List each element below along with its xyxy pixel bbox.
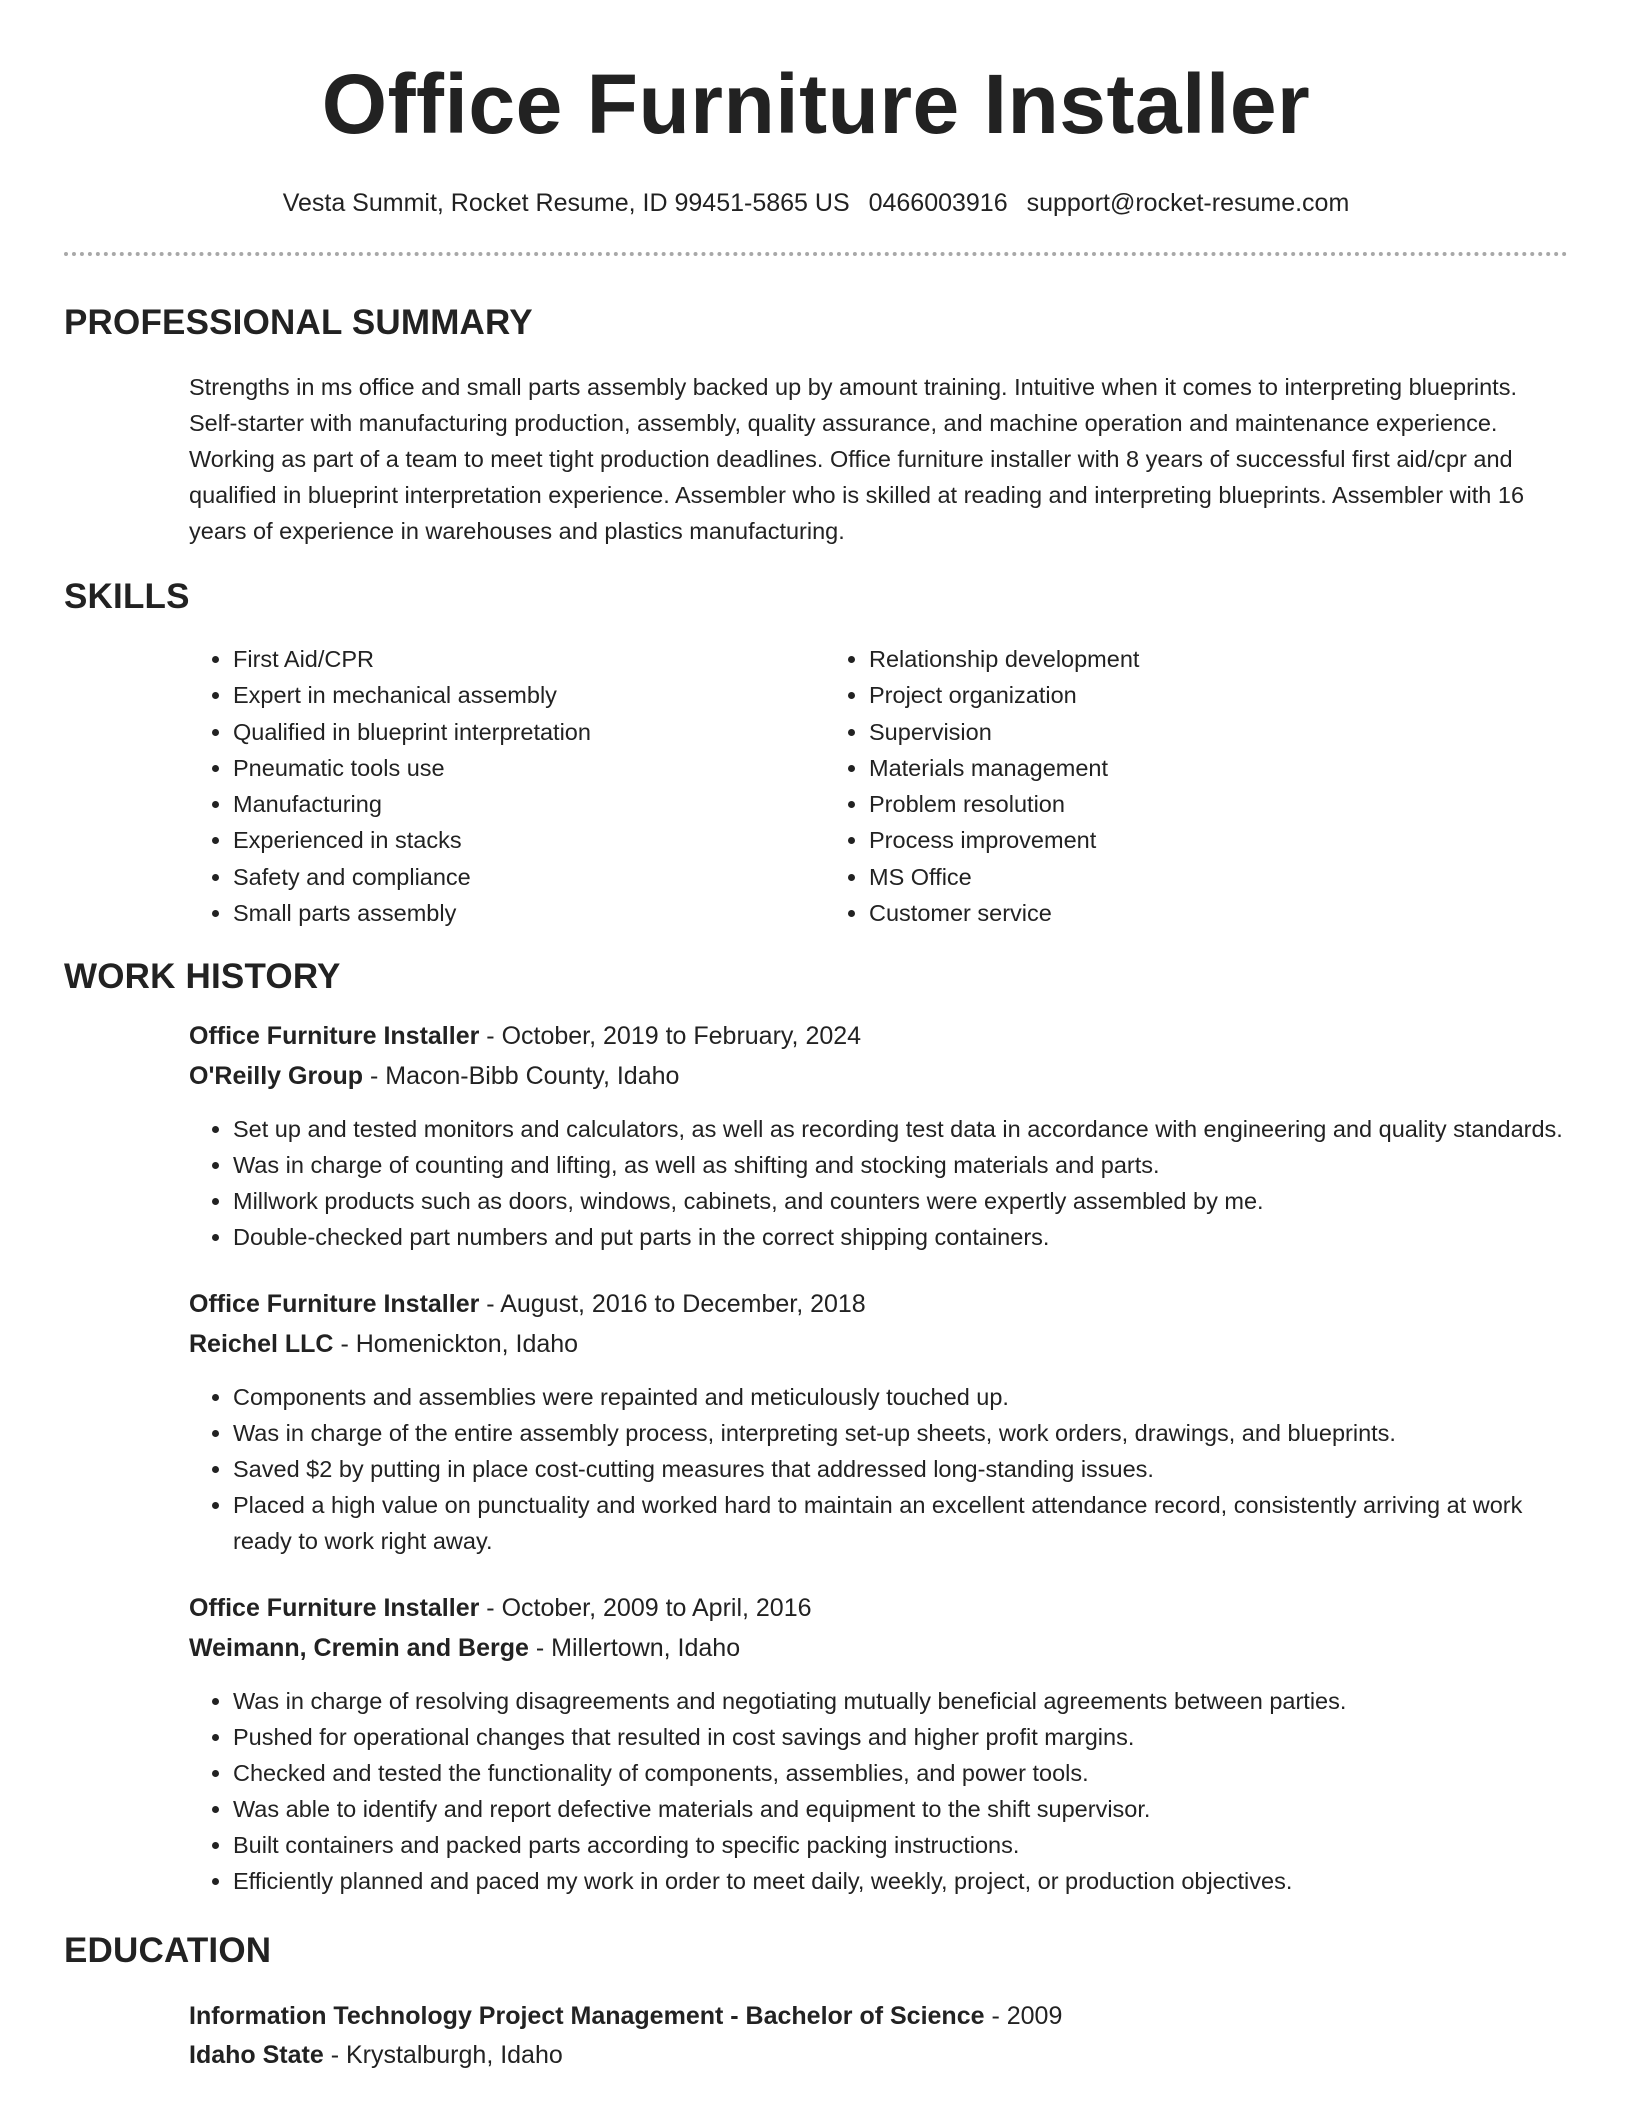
- job-entry: [189, 1021, 1568, 1255]
- job-bullet: • Was in charge of resolving disagreements and negotiating mutually beneficial agreements between parties.: [233, 1683, 1568, 1719]
- work-history-heading: WORK HISTORY: [64, 957, 341, 997]
- job-dates: - August, 2016 to December, 2018: [486, 1290, 866, 1319]
- job-title-line: [189, 1289, 1568, 1319]
- education-heading: EDUCATION: [64, 1931, 272, 1971]
- education-location: - Krystalburgh, Idaho: [330, 2041, 563, 2070]
- job-dates: - October, 2019 to February, 2024: [486, 1022, 862, 1051]
- job-title-line: [189, 1021, 1568, 1051]
- job-location: - Macon-Bibb County, Idaho: [369, 1062, 680, 1091]
- job-bullet: • Was in charge of counting and lifting, as well as shifting and stocking materials and parts.: [233, 1147, 1568, 1183]
- job-entry: [189, 1593, 1568, 1899]
- summary-section: [64, 303, 1568, 549]
- header-divider: [64, 252, 1568, 256]
- education-school-line: [189, 2040, 1568, 2070]
- job-location: - Homenickton, Idaho: [340, 1330, 579, 1359]
- job-bullet: • Saved $2 by putting in place cost-cutting measures that addressed long-standing issues.: [233, 1451, 1568, 1487]
- skills-list-left: [189, 641, 825, 931]
- job-bullets: [189, 1683, 1568, 1899]
- job-bullet: • Set up and tested monitors and calculators, as well as recording test data in accordance with engineering and quality standards.: [233, 1111, 1568, 1147]
- job-bullets: [189, 1111, 1568, 1255]
- summary-text: Strengths in ms office and small parts assembly backed up by amount training. Intuitive when it comes to interpreting blueprints. Self-starter with manufacturing production, assembly, quality assurance, and machine operation and maintenance experience. Working as part of a team to meet tight production deadlines. Office furniture installer with 8 years of successful first aid/cpr and qualified in blueprint interpretation experience. Assembler who is skilled at reading and interpreting blueprints. Assembler with 16 years of experience in warehouses and plastics manufacturing.: [189, 374, 1525, 544]
- skill-item: • Experienced in stacks: [233, 822, 825, 858]
- job-title: Office Furniture Installer: [189, 1022, 480, 1051]
- skill-item: • Customer service: [869, 895, 1139, 931]
- job-title: Office Furniture Installer: [189, 1594, 480, 1623]
- skills-heading: SKILLS: [64, 577, 190, 616]
- education-degree: Information Technology Project Management - Bachelor of Science: [189, 2002, 985, 2031]
- job-location: - Millertown, Idaho: [535, 1634, 741, 1663]
- contact-line: [64, 188, 1568, 218]
- skill-item: • Qualified in blueprint interpretation: [233, 714, 825, 750]
- job-bullet: • Built containers and packed parts according to specific packing instructions.: [233, 1827, 1568, 1863]
- job-company: O'Reilly Group: [189, 1062, 364, 1091]
- job-bullet: • Checked and tested the functionality of components, assemblies, and power tools.: [233, 1755, 1568, 1791]
- job-company-line: [189, 1633, 1568, 1663]
- summary-heading: PROFESSIONAL SUMMARY: [64, 303, 533, 342]
- skill-item: • First Aid/CPR: [233, 641, 825, 677]
- contact-email: support@rocket-resume.com: [1026, 189, 1350, 217]
- education-degree-line: [189, 2001, 1568, 2031]
- education-entry: [189, 2001, 1568, 2070]
- job-bullet: • Components and assemblies were repainted and meticulously touched up.: [233, 1379, 1568, 1415]
- skill-item: • Materials management: [869, 750, 1139, 786]
- education-school: Idaho State: [189, 2041, 324, 2070]
- job-title: Office Furniture Installer: [189, 1290, 480, 1319]
- skill-item: • Process improvement: [869, 822, 1139, 858]
- job-bullets: [189, 1379, 1568, 1559]
- skill-item: • Safety and compliance: [233, 859, 825, 895]
- skill-item: • Supervision: [869, 714, 1139, 750]
- job-company: Reichel LLC: [189, 1330, 334, 1359]
- job-company-line: [189, 1061, 1568, 1091]
- skill-item: • Project organization: [869, 677, 1139, 713]
- job-bullet: • Was able to identify and report defective materials and equipment to the shift supervisor.: [233, 1791, 1568, 1827]
- education-section: [64, 1931, 1568, 2070]
- skill-item: • Manufacturing: [233, 786, 825, 822]
- contact-address: Vesta Summit, Rocket Resume, ID 99451-5865 US: [282, 189, 850, 217]
- job-company-line: [189, 1329, 1568, 1359]
- job-bullet: • Pushed for operational changes that resulted in cost savings and higher profit margins.: [233, 1719, 1568, 1755]
- skills-columns: [189, 641, 1568, 931]
- job-title-line: [189, 1593, 1568, 1623]
- resume-title: Office Furniture Installer: [321, 57, 1311, 151]
- skills-list-right: [825, 641, 1139, 931]
- skill-item: • Pneumatic tools use: [233, 750, 825, 786]
- skill-item: • Relationship development: [869, 641, 1139, 677]
- job-entry: [189, 1289, 1568, 1559]
- job-bullet: • Double-checked part numbers and put parts in the correct shipping containers.: [233, 1219, 1568, 1255]
- skill-item: • Expert in mechanical assembly: [233, 677, 825, 713]
- job-bullet: • Efficiently planned and paced my work in order to meet daily, weekly, project, or production objectives.: [233, 1863, 1568, 1899]
- skill-item: • MS Office: [869, 859, 1139, 895]
- work-history-section: [64, 957, 1568, 1899]
- job-bullet: • Was in charge of the entire assembly process, interpreting set-up sheets, work orders, drawings, and blueprints.: [233, 1415, 1568, 1451]
- education-year: - 2009: [991, 2002, 1063, 2031]
- job-bullet: • Millwork products such as doors, windows, cabinets, and counters were expertly assembled by me.: [233, 1183, 1568, 1219]
- skills-section: [64, 577, 1568, 931]
- skill-item: • Problem resolution: [869, 786, 1139, 822]
- skill-item: • Small parts assembly: [233, 895, 825, 931]
- contact-phone: 0466003916: [868, 189, 1008, 217]
- job-company: Weimann, Cremin and Berge: [189, 1634, 529, 1663]
- job-bullet: • Placed a high value on punctuality and worked hard to maintain an excellent attendance record, consistently arriving at work ready to work right away.: [233, 1487, 1568, 1559]
- job-dates: - October, 2009 to April, 2016: [486, 1594, 812, 1623]
